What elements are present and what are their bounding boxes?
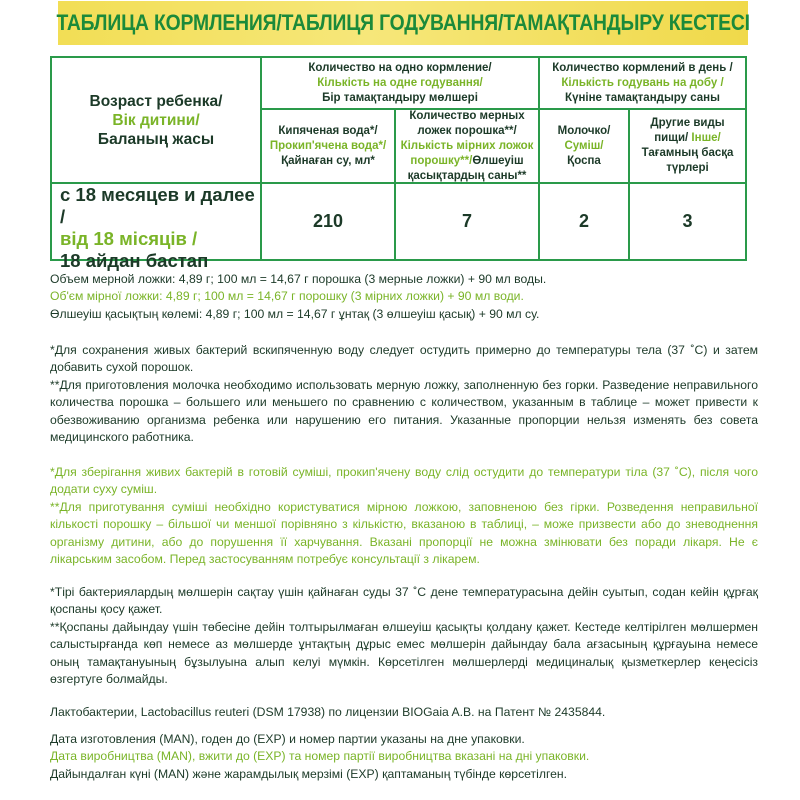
spoons-header-ru: Количество мерных ложек порошка**/: [409, 109, 525, 137]
water-column-header: [262, 110, 394, 182]
spoons-header-kz: Өлшеуіш қасықтардың саны**: [407, 154, 527, 182]
milk-value: 2: [578, 211, 589, 231]
age-row-ru: с 18 месяцев и далее /: [60, 184, 255, 227]
water-value: 210: [312, 211, 344, 231]
age-row-ua: від 18 місяців /: [60, 228, 198, 249]
per-day-header: [540, 58, 745, 108]
milk-column-header: [540, 110, 628, 182]
water-header-ru: Кипяченая вода*/: [278, 124, 378, 137]
feeding-table: [50, 56, 747, 271]
notes-ru: [50, 342, 758, 446]
note-kz-2: **Қоспаны дайындау үшін төбесіне дейін толтырылмаған өлшеуіш қасықты қолдану қажет. Кестеде келтірілген мөлшермен салыстырғанда көп немесе аз мөлшерде ұнтақтың дұрыс емес мөлшерін дайындау бала ағзасының құрғауына немесе оның тамақтануының бұзылуына алып келуі мүмкін. Көрсетілген мөлшерлерді медициналық қызметкерлер кеңесісіз өзгертуге болмайды.: [50, 619, 758, 687]
other-header-ua: Інше/: [691, 132, 721, 144]
spoon-info-ru: Объем мерной ложки: 4,89 г; 100 мл = 14,67 г порошка (3 мерные ложки) + 90 мл воды.: [50, 272, 547, 286]
spoons-header-ua: Кількість мірних ложок порошку**/: [400, 139, 534, 167]
per-feed-header-ru: Количество на одно кормление/: [308, 61, 492, 74]
spoon-info-kz: Өлшеуіш қасықтың көлемі: 4,89 г; 100 мл = 14,67 г ұнтақ (3 өлшеуіш қасық) + 90 мл су.: [50, 306, 540, 321]
notes-kz: [50, 584, 758, 688]
note-ru-2: **Для приготовления молочка необходимо использовать мерную ложку, заполненную без горки. Разведение неправильного количества порошка – большего или меньшего по сравнению с количеством, указанным в таблице – может привести к обезвоживанию организма ребенка или нарушению его питания. Указанные пропорции нельзя изменять без совета медицинского работника.: [50, 377, 758, 445]
page-title: ТАБЛИЦА КОРМЛЕНИЯ/ТАБЛИЦЯ ГОДУВАННЯ/ТАМАҚТАНДЫРУ КЕСТЕСІ: [56, 10, 750, 35]
note-ru-1: *Для сохранения живых бактерий вскипяченную воду следует остудить примерно до температуры тела (37 ˚С) и затем добавить сухой порошок.: [50, 343, 758, 375]
milk-header-kz: Қоспа: [567, 154, 601, 167]
note-ua-1: *Для зберігання живих бактерій в готовій суміші, прокип'ячену воду слід остудити до температури тіла (37 ˚С), після чого додати суху суміш.: [50, 465, 758, 497]
title-banner: [58, 1, 748, 45]
per-feed-header-ua: Кількість на одне годування/: [317, 76, 483, 89]
dates-info: [50, 731, 758, 783]
dates-ru: Дата изготовления (MAN), годен до (EXP) и номер партии указаны на дне упаковки.: [50, 732, 525, 746]
per-feed-header: [262, 58, 538, 108]
milk-header-ua: Суміш/: [564, 139, 604, 152]
lactobacteria-text: Лактобактерии, Lactobacillus reuteri (DSM 17938) по лицензии BIOGaia A.B. на Патент № 2435844.: [50, 705, 606, 719]
note-ua-2: **Для приготування суміші необхідно користуватися мірною ложкою, заповненою без гірки. Розведення неправильної кількості порошку – більшої чи меншої порівняно з кількістю, вказаною в таблиці, – може призвести або до зневоднення організму дитини, або до порушення її харчування. Вказані пропорції не можна змінювати без поради лікаря. Не є лікарським засобом. Перед застосуванням потребує консультації з лікарем.: [50, 499, 758, 567]
age-row-cell: [52, 184, 260, 271]
other-food-value: 3: [682, 211, 693, 231]
spoon-info-ua: Об'єм мірної ложки: 4,89 г; 100 мл = 14,67 г порошку (3 мірних ложки) + 90 мл води.: [50, 289, 524, 304]
age-header-kz: Баланың жасы: [97, 130, 215, 148]
age-header: [52, 58, 260, 182]
lactobacteria-info: [50, 704, 758, 721]
spoons-value: 7: [461, 211, 472, 231]
notes-ua: [50, 464, 758, 568]
dates-ua: Дата виробництва (MAN), вжити до (EXP) та номер партії виробництва вказані на дні упаковки.: [50, 749, 590, 764]
age-header-ua: Вік дитини/: [112, 111, 200, 129]
note-kz-1: *Тірі бактериялардың мөлшерін сақтау үшін қайнаған суды 37 ˚С дене температурасына дейін суытып, содан кейін құрғақ қоспаны қосу қажет.: [50, 585, 758, 617]
other-food-column-header: [630, 110, 745, 182]
per-day-header-ua: Кількість годувань на добу /: [561, 76, 724, 89]
per-feed-header-kz: Бір тамақтандыру мөлшері: [322, 91, 478, 104]
other-header-ru: Другие виды пищи/: [650, 117, 725, 144]
milk-header-ru: Молочко/: [557, 124, 611, 137]
per-day-header-ru: Количество кормлений в день /: [552, 61, 733, 74]
other-header-kz: Тағамның басқа түрлері: [641, 147, 734, 174]
water-header-kz: Қайнаған су, мл*: [281, 154, 375, 167]
spoons-column-header: [396, 110, 538, 182]
dates-kz: Дайындалған күні (MAN) және жарамдылық мерзімі (EXP) қаптаманың түбінде көрсетілген.: [50, 766, 568, 781]
water-header-ua: Прокип'ячена вода*/: [269, 139, 387, 152]
per-day-header-kz: Күніне тамақтандыру саны: [565, 91, 720, 104]
age-row-kz: 18 айдан бастап: [60, 250, 209, 271]
spoon-info: [50, 271, 758, 323]
age-header-ru: Возраст ребенка/: [89, 92, 223, 110]
